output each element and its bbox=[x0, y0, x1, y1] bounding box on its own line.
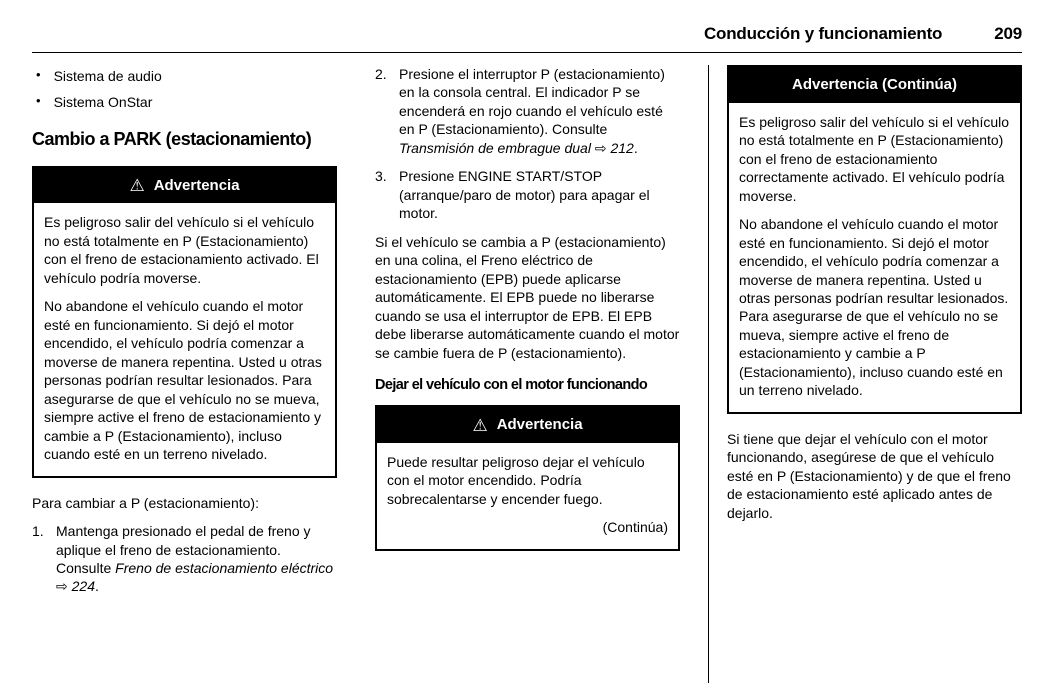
warning-body bbox=[377, 443, 678, 549]
warning-triangle-icon: ⚠ bbox=[472, 415, 488, 435]
step-text-segment: Mantenga presionado el pedal de freno y aplique el freno de estacionamiento. Consulte bbox=[56, 523, 311, 576]
content-columns bbox=[32, 65, 1022, 683]
bullet-item bbox=[36, 93, 337, 111]
warning-box-engine-running bbox=[375, 405, 680, 551]
warning-title: Advertencia (Continúa) bbox=[791, 76, 957, 93]
section-heading: Cambio a PARK (estacionamiento) bbox=[32, 128, 312, 149]
step-text bbox=[56, 522, 337, 596]
closing-paragraph: Si tiene que dejar el vehículo con el motor funcionando, asegúrese de que el vehículo esté en P (Estacionamiento) y de que el freno de estacionamiento esté aplicado antes de dejarlo. bbox=[727, 430, 1011, 521]
page-number: 209 bbox=[994, 24, 1022, 43]
bullet-label: Sistema de audio bbox=[53, 68, 162, 84]
warning-header bbox=[377, 407, 678, 443]
warning-paragraph: Puede resultar peligroso dejar el vehículo con el motor encendido. Podría sobrecalentarse y encender fuego. bbox=[387, 453, 645, 507]
step-text: Presione ENGINE START/STOP (arranque/paro de motor) para apagar el motor. bbox=[399, 168, 650, 222]
warning-title: Advertencia bbox=[496, 416, 583, 434]
warning-title: Advertencia bbox=[153, 176, 240, 194]
steps-intro: Para cambiar a P (estacionamiento): bbox=[32, 494, 259, 511]
warning-header bbox=[34, 168, 335, 204]
step-number: 1. bbox=[32, 523, 44, 540]
bullet-icon: • bbox=[36, 93, 41, 109]
step-text bbox=[399, 65, 680, 157]
warning-paragraph: No abandone el vehículo cuando el motor esté en funcionamiento. Si dejó el motor encendido, el vehículo podría comenzar a moverse de manera repentina. Usted u otras personas podrían resultar lesionados. Para asegurarse de que el vehículo no se mueva, siempre active el freno de estacionamiento y cambie a P (Estacionamiento), incluso cuando esté en un terreno nivelado. bbox=[44, 298, 322, 463]
warning-body bbox=[729, 103, 1020, 412]
step-text-segment: . bbox=[633, 139, 638, 156]
bullet-item bbox=[36, 67, 337, 85]
bullet-icon: • bbox=[36, 67, 41, 82]
cross-reference: Freno de estacionamiento eléctrico ⇨ 224 bbox=[56, 559, 334, 595]
step-number: 2. bbox=[375, 66, 387, 82]
column-center bbox=[375, 65, 680, 683]
continuation-label: (Continúa) bbox=[602, 519, 668, 536]
column-left bbox=[32, 65, 337, 683]
warning-body bbox=[34, 203, 335, 475]
bullet-list bbox=[36, 67, 337, 112]
cross-reference: Transmisión de embrague dual ⇨ 212 bbox=[399, 139, 634, 156]
ordered-step-3 bbox=[375, 167, 680, 222]
bullet-label: Sistema OnStar bbox=[53, 94, 153, 111]
warning-paragraph: Es peligroso salir del vehículo si el vehículo no está totalmente en P (Estacionamiento) con el freno de estacionamiento activado. El vehículo podría moverse. bbox=[44, 214, 319, 286]
warning-paragraph: Es peligroso salir del vehículo si el vehículo no está totalmente en P (Estacionamiento) con el freno de estacionamiento correctamente activado. El vehículo podría moverse. bbox=[739, 113, 1010, 204]
step-text-segment: Presione el interruptor P (estacionamiento) en la consola central. El indicador P se encenderá en rojo cuando el vehículo esté en P (Estacionamiento). Consulte bbox=[399, 66, 665, 138]
page-header bbox=[32, 24, 1022, 53]
warning-box-continued bbox=[727, 65, 1022, 414]
section-title: Conducción y funcionamiento bbox=[703, 24, 943, 43]
step-text-segment: . bbox=[94, 578, 99, 595]
step-number: 3. bbox=[375, 168, 387, 185]
warning-triangle-icon: ⚠ bbox=[129, 176, 145, 196]
warning-box-park bbox=[32, 166, 337, 478]
column-right bbox=[708, 65, 1022, 683]
warning-header bbox=[729, 67, 1020, 103]
body-paragraph: Si el vehículo se cambia a P (estacionamiento) en una colina, el Freno eléctrico de estacionamiento (EPB) puede aplicarse automáticamente. El EPB puede no liberarse cuando se usa el interruptor de EPB. El EPB debe liberarse automáticamente cuando el motor se cambie fuera de P (estacionamiento). bbox=[375, 233, 680, 361]
ordered-step-2 bbox=[375, 65, 680, 157]
warning-paragraph: No abandone el vehículo cuando el motor esté en funcionamiento. Si dejó el motor encendido, el vehículo podría comenzar a moverse de manera repentina. Usted u otras personas podrían resultar lesionados. Para asegurarse de que el vehículo no se mueva, siempre active el freno de estacionamiento y cambie a P (Estacionamiento), incluso cuando esté en un terreno nivelado. bbox=[739, 216, 1009, 399]
ordered-step-1 bbox=[32, 522, 337, 596]
subsection-heading: Dejar el vehículo con el motor funcionando bbox=[375, 377, 648, 394]
